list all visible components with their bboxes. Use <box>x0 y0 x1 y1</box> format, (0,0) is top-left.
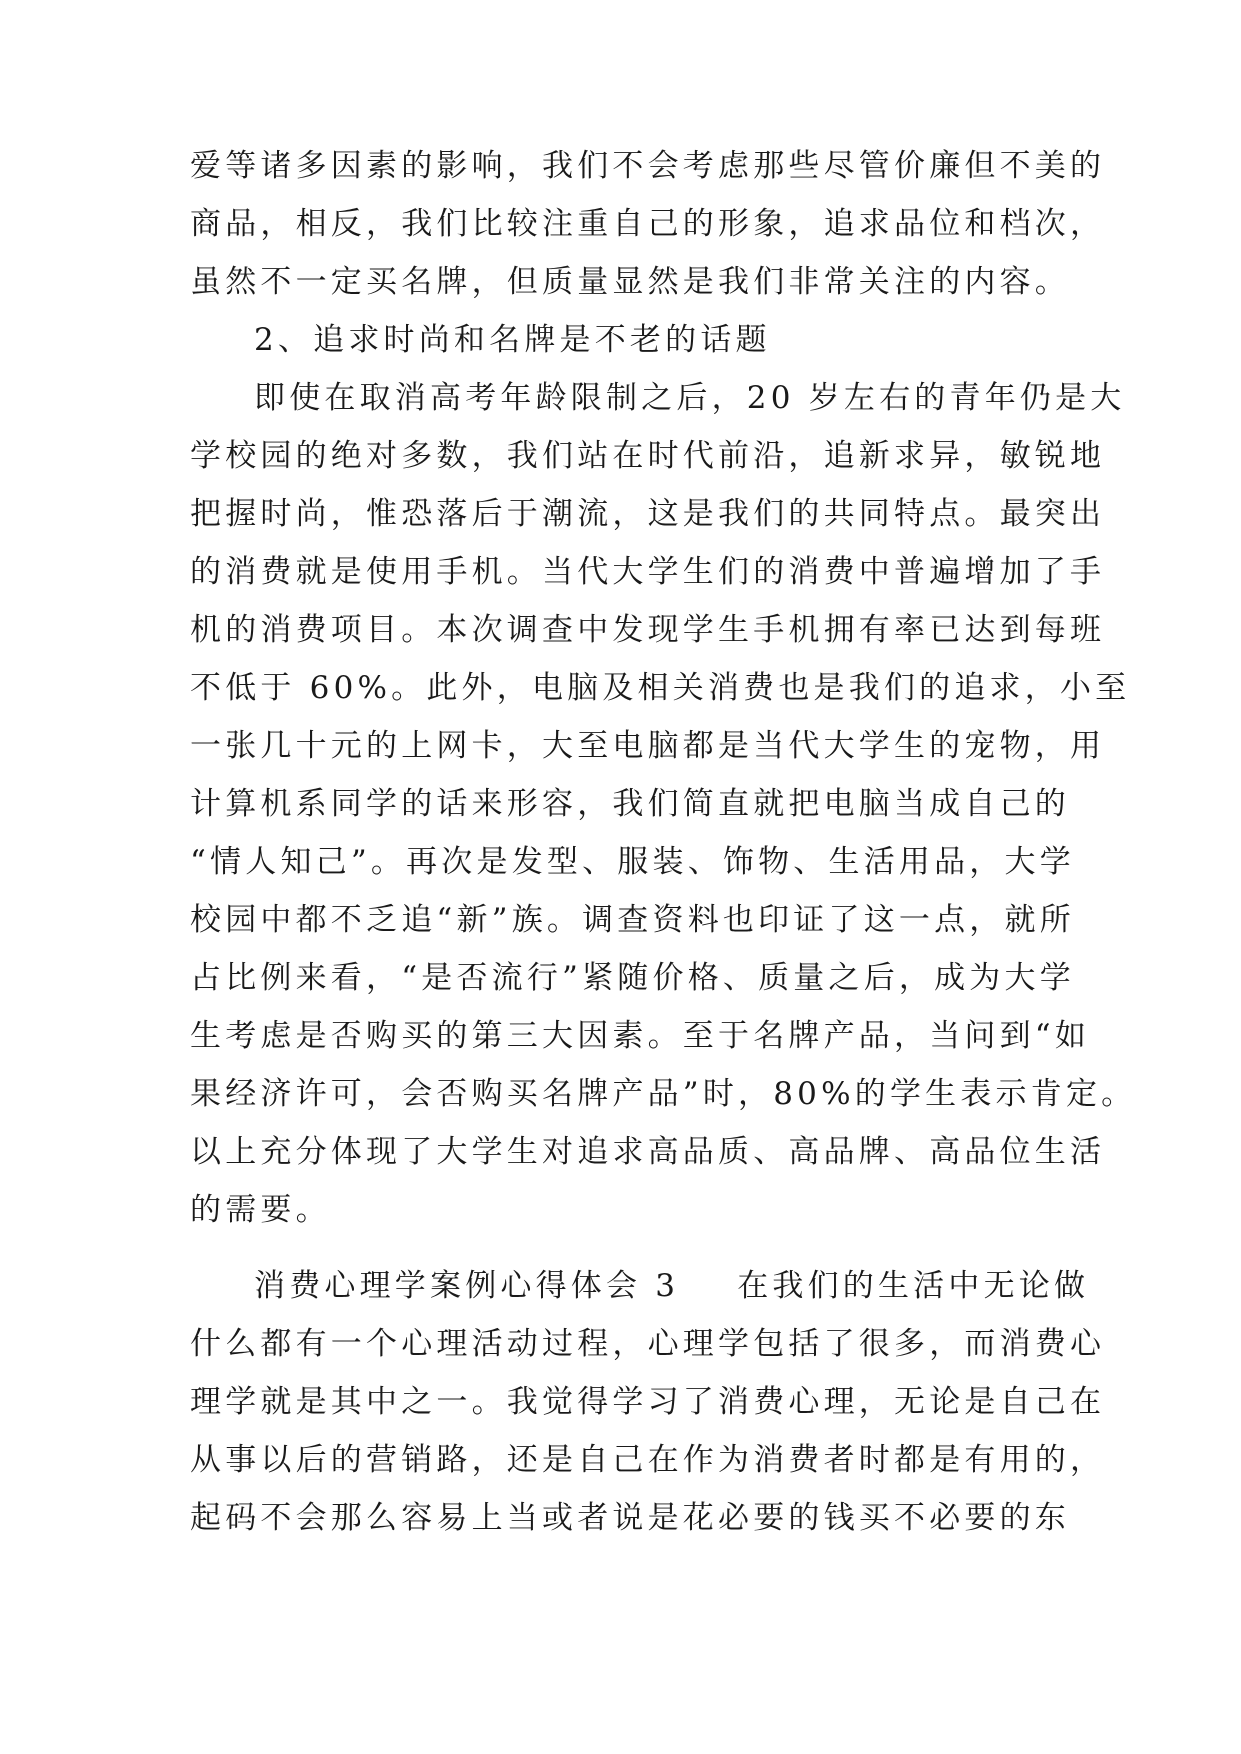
text-line: 把握时尚，惟恐落后于潮流，这是我们的共同特点。最突出 <box>190 496 1106 532</box>
section-3-first-text: 在我们的生活中无论做 <box>737 1268 1090 1304</box>
text-line: 商品，相反，我们比较注重自己的形象，追求品位和档次， <box>190 206 1106 242</box>
text-line: 从事以后的营销路，还是自己在作为消费者时都是有用的， <box>190 1442 1106 1478</box>
text-line: 校园中都不乏追“新”族。调查资料也印证了这一点，就所 <box>190 902 1075 938</box>
text-line: 机的消费项目。本次调查中发现学生手机拥有率已达到每班 <box>190 612 1106 648</box>
text-line: 什么都有一个心理活动过程，心理学包括了很多，而消费心 <box>190 1326 1106 1362</box>
section-3-line <box>254 1257 1090 1315</box>
text-line: 的消费就是使用手机。当代大学生们的消费中普遍增加了手 <box>190 554 1106 590</box>
text-line: 起码不会那么容易上当或者说是花必要的钱买不必要的东 <box>190 1500 1070 1536</box>
text-line: 计算机系同学的话来形容，我们简直就把电脑当成自己的 <box>190 786 1070 822</box>
text-line: 占比例来看，“是否流行”紧随价格、质量之后，成为大学 <box>190 960 1075 996</box>
text-line: 不低于 60%。此外，电脑及相关消费也是我们的追求，小至 <box>190 670 1131 706</box>
text-line: 虽然不一定买名牌，但质量显然是我们非常关注的内容。 <box>190 264 1070 300</box>
text-line: 一张几十元的上网卡，大至电脑都是当代大学生的宠物，用 <box>190 728 1106 764</box>
text-line: “情人知己”。再次是发型、服装、饰物、生活用品，大学 <box>190 844 1075 880</box>
text-line: 爱等诸多因素的影响，我们不会考虑那些尽管价廉但不美的 <box>190 148 1106 184</box>
text-line: 的需要。 <box>190 1192 331 1228</box>
text-line: 果经济许可，会否购买名牌产品”时，80%的学生表示肯定。 <box>190 1076 1137 1112</box>
text-line: 以上充分体现了大学生对追求高品质、高品牌、高品位生活 <box>190 1134 1106 1170</box>
text-line: 学校园的绝对多数，我们站在时代前沿，追新求异，敏锐地 <box>190 438 1106 474</box>
section-heading: 2、追求时尚和名牌是不老的话题 <box>254 322 771 358</box>
section-3-title: 消费心理学案例心得体会 3 <box>254 1268 680 1304</box>
text-line: 理学就是其中之一。我觉得学习了消费心理，无论是自己在 <box>190 1384 1106 1420</box>
text-line: 生考虑是否购买的第三大因素。至于名牌产品，当问到“如 <box>190 1018 1091 1054</box>
text-line: 即使在取消高考年龄限制之后，20 岁左右的青年仍是大 <box>254 380 1126 416</box>
